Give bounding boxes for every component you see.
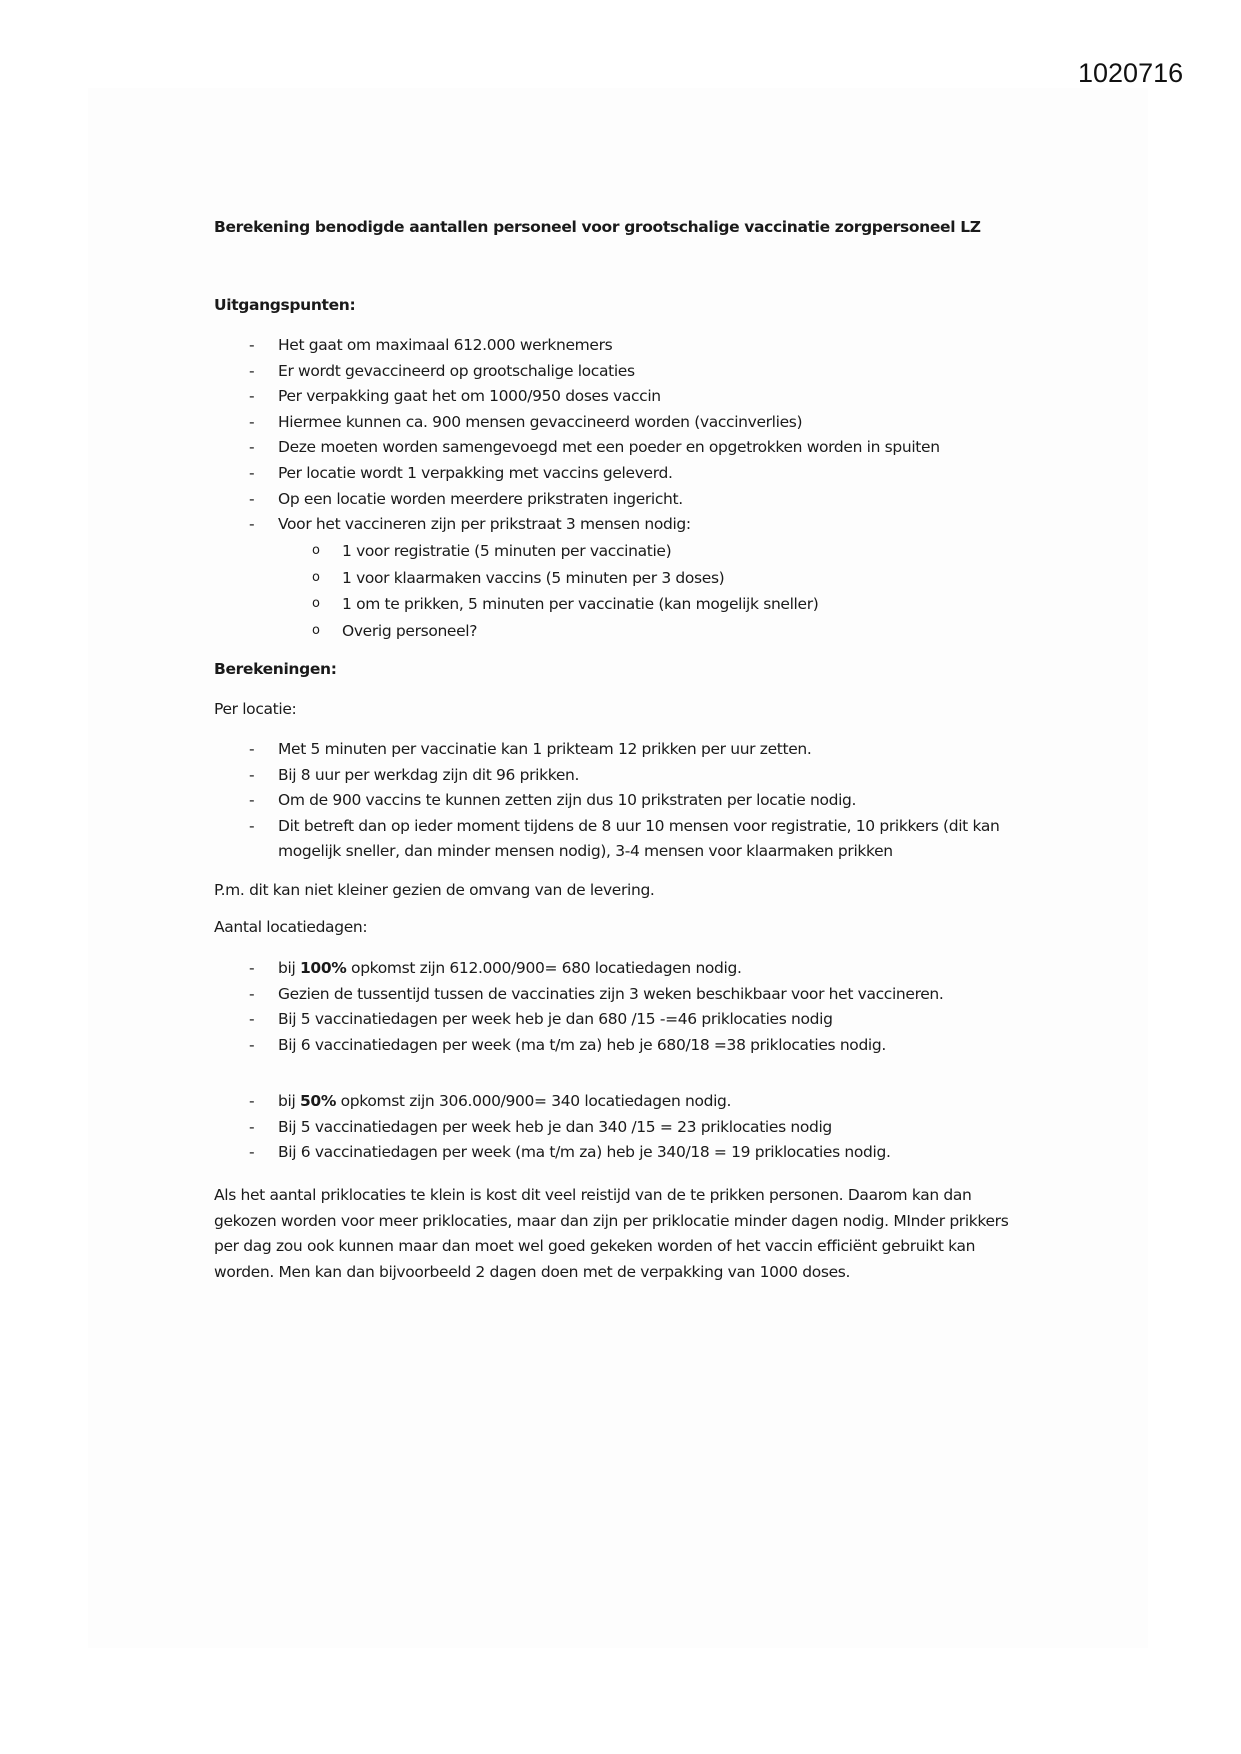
- dash-bullet-icon: -: [249, 1035, 255, 1054]
- list-item: - bij 100% opkomst zijn 612.000/900= 680 locatiedagen nodig.: [214, 956, 943, 982]
- list-item: - Voor het vaccineren zijn per prikstraat 3 mensen nodig:: [214, 512, 940, 538]
- list-item: - Bij 5 vaccinatiedagen per week heb je dan 680 /15 -=46 priklocaties nodig: [214, 1007, 943, 1033]
- dash-bullet-icon: -: [249, 1117, 255, 1136]
- document-title: Berekening benodigde aantallen personeel voor grootschalige vaccinatie zorgpersoneel LZ: [214, 218, 981, 236]
- percentage-100: 100%: [299, 959, 347, 977]
- dash-bullet-icon: -: [249, 816, 255, 835]
- sublist-item: o 1 voor registratie (5 minuten per vaccinatie): [214, 538, 818, 565]
- list-item: - Met 5 minuten per vaccinatie kan 1 prikteam 12 prikken per uur zetten.: [214, 737, 1048, 763]
- locatiedagen-label: Aantal locatiedagen:: [214, 918, 368, 936]
- circle-bullet-icon: o: [312, 569, 320, 585]
- dash-bullet-icon: -: [249, 765, 255, 784]
- conclusion-paragraph: Als het aantal priklocaties te klein is kost dit veel reistijd van de te prikken personen. Daarom kan dan gekozen worden voor meer priklocaties, maar dan zijn per priklocatie minder dagen nodig. MInder prikkers per dag zou ook kunnen maar dan moet wel goed gekeken worden of het vaccin efficiënt gebruikt kan worden. Men kan dan bijvoorbeeld 2 dagen doen met de verpakking van 1000 doses.: [214, 1186, 1009, 1281]
- dash-bullet-icon: -: [249, 463, 255, 482]
- sublist-item: o 1 om te prikken, 5 minuten per vaccinatie (kan mogelijk sneller): [214, 591, 818, 618]
- dash-bullet-icon: -: [249, 489, 255, 508]
- list-item: - Deze moeten worden samengevoegd met een poeder en opgetrokken worden in spuiten: [214, 435, 940, 461]
- list-item: - Bij 5 vaccinatiedagen per week heb je dan 340 /15 = 23 priklocaties nodig: [214, 1115, 891, 1141]
- uitgangspunten-list: [214, 333, 940, 538]
- heading-berekeningen: Berekeningen:: [214, 660, 337, 678]
- sublist-item: o 1 voor klaarmaken vaccins (5 minuten per 3 doses): [214, 565, 818, 592]
- dash-bullet-icon: -: [249, 984, 255, 1003]
- dash-bullet-icon: -: [249, 412, 255, 431]
- heading-uitgangspunten: Uitgangspunten:: [214, 296, 356, 314]
- list-item: - Om de 900 vaccins te kunnen zetten zijn dus 10 prikstraten per locatie nodig.: [214, 788, 1048, 814]
- list-item: - Gezien de tussentijd tussen de vaccinaties zijn 3 weken beschikbaar voor het vaccineren.: [214, 982, 943, 1008]
- list-item: - Bij 6 vaccinatiedagen per week (ma t/m za) heb je 680/18 =38 priklocaties nodig.: [214, 1033, 943, 1059]
- list-item: - Het gaat om maximaal 612.000 werknemers: [214, 333, 940, 359]
- list-item: - bij 50% opkomst zijn 306.000/900= 340 locatiedagen nodig.: [214, 1089, 891, 1115]
- list-item: - Er wordt gevaccineerd op grootschalige locaties: [214, 359, 940, 385]
- dash-bullet-icon: -: [249, 1143, 255, 1162]
- dash-bullet-icon: -: [249, 387, 255, 406]
- list-item: - Dit betreft dan op ieder moment tijdens de 8 uur 10 mensen voor registratie, 10 prikkers (dit kan mogelijk sneller, dan minder mensen nodig), 3-4 mensen voor klaarmaken prikken: [214, 814, 1048, 865]
- dash-bullet-icon: -: [249, 1092, 255, 1110]
- page-background: [88, 88, 1148, 1648]
- circle-bullet-icon: o: [312, 596, 320, 611]
- list-item: - Hiermee kunnen ca. 900 mensen gevaccineerd worden (vaccinverlies): [214, 410, 940, 436]
- dash-bullet-icon: -: [249, 1010, 255, 1029]
- list-item: - Op een locatie worden meerdere prikstraten ingericht.: [214, 487, 940, 513]
- scenario-50-list: [214, 1089, 891, 1166]
- list-item: - Bij 8 uur per werkdag zijn dit 96 prikken.: [214, 763, 1048, 789]
- list-item: - Per locatie wordt 1 verpakking met vaccins geleverd.: [214, 461, 940, 487]
- prikstraat-roles-sublist: [214, 538, 818, 644]
- dash-bullet-icon: -: [249, 361, 255, 380]
- circle-bullet-icon: o: [312, 622, 320, 638]
- dash-bullet-icon: -: [249, 740, 255, 758]
- circle-bullet-icon: o: [312, 543, 320, 558]
- list-item: - Per verpakking gaat het om 1000/950 doses vaccin: [214, 384, 940, 410]
- dash-bullet-icon: -: [249, 515, 255, 534]
- list-item: - Bij 6 vaccinatiedagen per week (ma t/m za) heb je 340/18 = 19 priklocaties nodig.: [214, 1140, 891, 1166]
- document-number: 1020716: [1078, 58, 1184, 88]
- dash-bullet-icon: -: [249, 336, 255, 354]
- dash-bullet-icon: -: [249, 791, 255, 810]
- sublist-item: o Overig personeel?: [214, 618, 818, 645]
- scenario-100-list: [214, 956, 943, 1058]
- percentage-50: 50%: [299, 1092, 337, 1110]
- pm-note: P.m. dit kan niet kleiner gezien de omvang van de levering.: [214, 881, 655, 899]
- per-locatie-label: Per locatie:: [214, 700, 297, 718]
- per-locatie-list: [214, 737, 1048, 865]
- dash-bullet-icon: -: [249, 959, 255, 977]
- dash-bullet-icon: -: [249, 438, 255, 457]
